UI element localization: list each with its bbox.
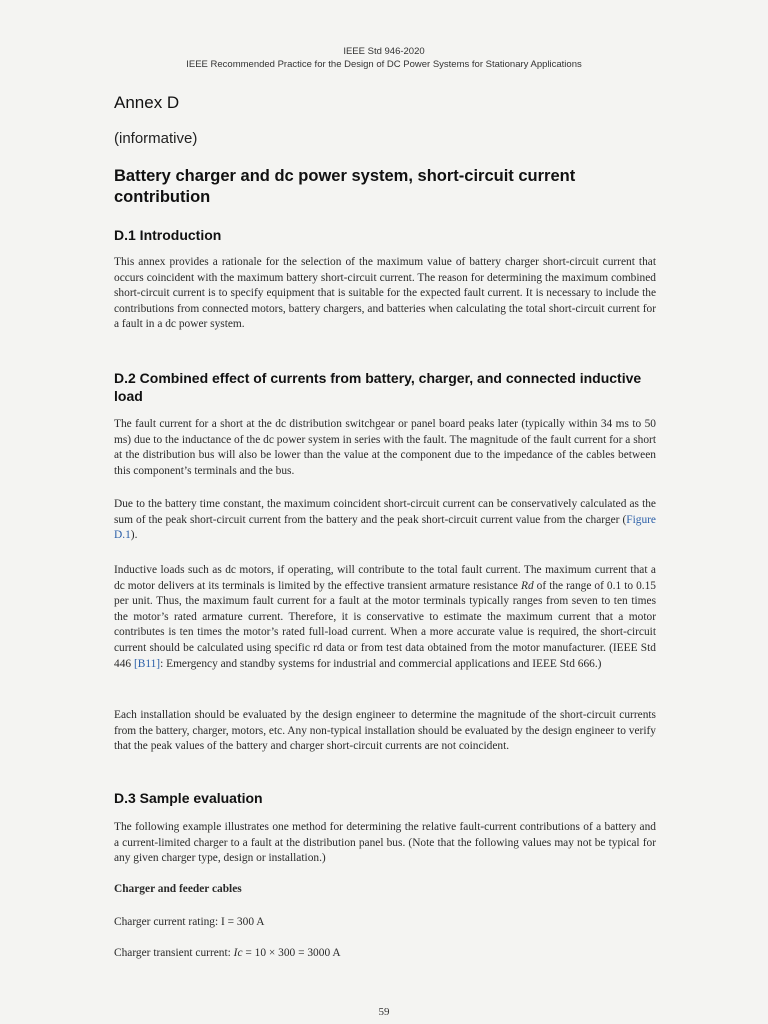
section-d2-paragraph-2 <box>114 497 656 544</box>
section-d2-paragraph-1: The fault current for a short at the dc distribution switchgear or panel board peaks later (typically within 34 ms to 50 ms) due to the inductance of the dc power system in series with the fault. The magnitude of the fault current for a short at the distribution bus will also be lower than the value at the component due to the impedance of the cables between this component’s terminals and the bus. <box>114 418 656 477</box>
reference-b11-link[interactable]: [B11] <box>133 657 161 670</box>
section-d2-heading: D.2 Combined effect of currents from battery, charger, and connected inductive load <box>114 370 642 404</box>
paragraph-text: = 10 × 300 = 3000 A <box>242 947 341 959</box>
running-header-title: IEEE Recommended Practice for the Design of DC Power Systems for Stationary Applications <box>186 59 582 70</box>
paragraph-text: ). <box>130 529 138 542</box>
section-d2-paragraph-3 <box>114 563 656 672</box>
section-d1-paragraph: This annex provides a rationale for the selection of the maximum value of battery charger short-circuit current that occurs coincident with the maximum battery short-circuit current. The reason for determining the maximum combined short-circuit current is to specify equipment that is suitable for the expected fault current. It is necessary to include the contributions from connected motors, battery chargers, and batteries when calculating the total short-circuit current for a fault in a dc power system. <box>114 256 656 331</box>
charger-feeder-subheading: Charger and feeder cables <box>114 883 242 895</box>
ic-symbol: Ic <box>233 947 243 959</box>
section-d3-paragraph: The following example illustrates one method for determining the relative fault-current contributions of a battery and a current-limited charger to a fault at the distribution panel bus. (Note that the following values may not be typical for any given charger type, design or installation.) <box>114 821 656 865</box>
page-number: 59 <box>378 1006 390 1018</box>
section-d3-heading: D.3 Sample evaluation <box>114 790 263 806</box>
paragraph-text: Due to the battery time constant, the maximum coincident short-circuit current can be conservatively calculated as the sum of the peak short-circuit current from the battery and the peak short-circuit current value from the charger ( <box>114 498 656 526</box>
paragraph-text: Inductive loads such as dc motors, if operating, will contribute to the total fault current. The maximum current that a dc motor delivers at its terminals is limited by the effective transient armature resistance <box>114 564 656 592</box>
annex-title: Annex D <box>114 93 180 112</box>
annex-heading: Battery charger and dc power system, short-circuit current contribution <box>114 167 576 206</box>
rd-symbol: Rd <box>521 579 534 592</box>
paragraph-text: of the range of 0.1 to 0.15 per unit. Thus, the maximum fault current for a fault at the motor terminals typically ranges from seven to ten times the motor’s rated armature current. Therefore, it is conservative to estimate the maximum current that a motor contributes is ten times the motor’s rated full-load current. When a more accurate value is required, the short-circuit current should be calculated using specific rd data or from test data obtained from the motor manufacturer. (IEEE Std 446 <box>114 579 656 670</box>
paragraph-text: Charger transient current: <box>114 947 234 959</box>
figure-d1-link[interactable]: Figure D.1 <box>114 513 656 542</box>
charger-current-rating: Charger current rating: I = 300 A <box>114 916 265 928</box>
running-header-standard: IEEE Std 946-2020 <box>343 46 425 57</box>
annex-note: (informative) <box>114 130 198 147</box>
section-d2-paragraph-4: Each installation should be evaluated by the design engineer to determine the magnitude of the short-circuit currents from the battery, charger, motors, etc. Any non-typical installation should be evaluated by the design engineer to verify that the peak values of the battery and charger short-circuit currents are not coincident. <box>114 709 656 753</box>
section-d1-heading: D.1 Introduction <box>114 227 222 243</box>
paragraph-text: : Emergency and standby systems for industrial and commercial applications and IEEE Std 666.) <box>160 657 602 670</box>
charger-transient-current <box>114 946 656 962</box>
